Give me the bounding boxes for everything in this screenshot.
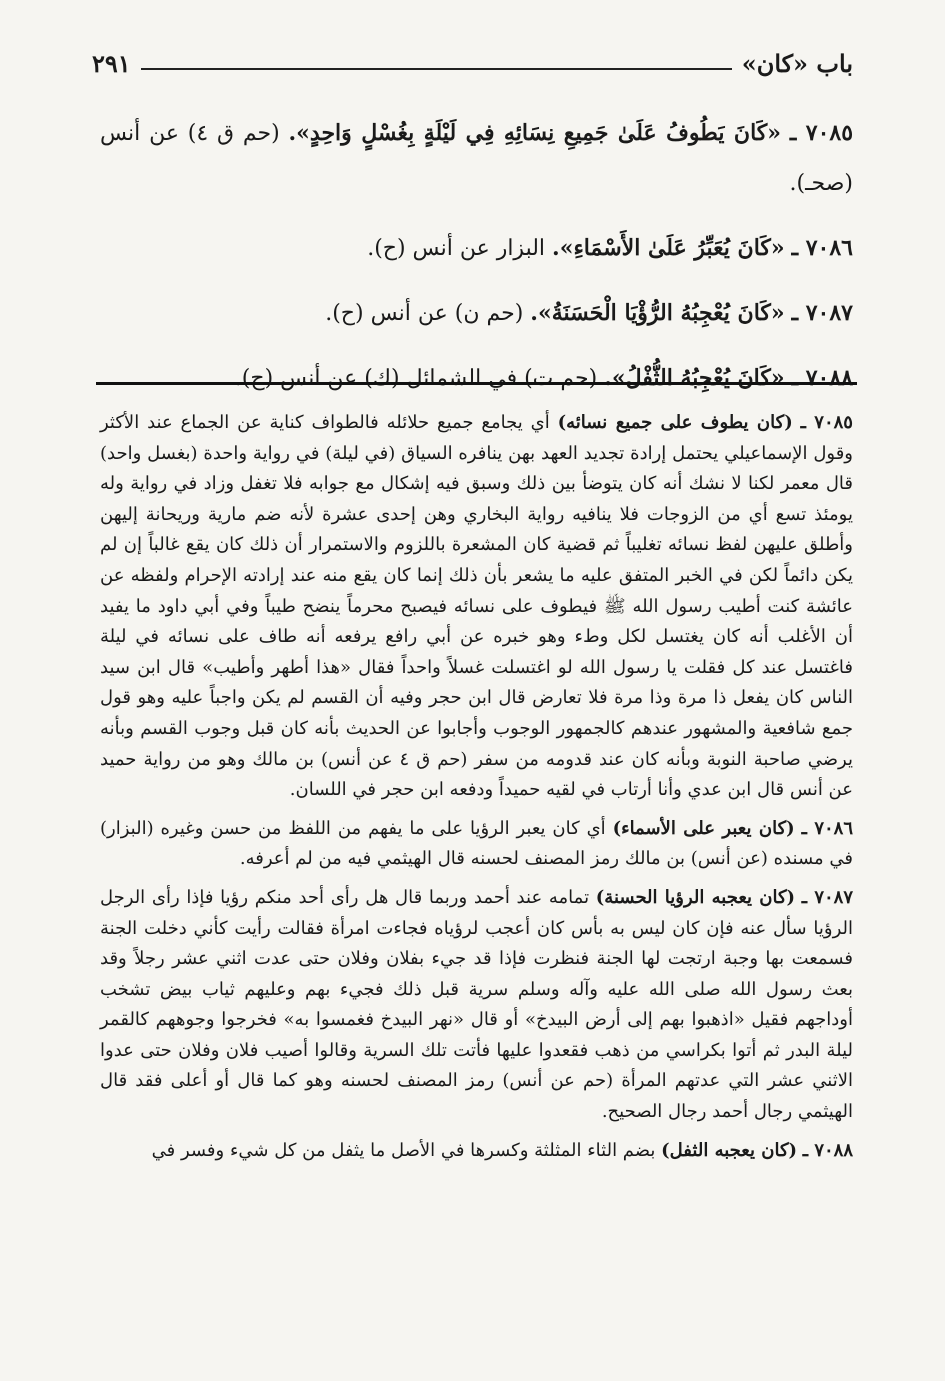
- note-body: بضم الثاء المثلثة وكسرها في الأصل ما يثفل من كل شيء وفسر في: [151, 1139, 656, 1161]
- commentary-note: [100, 1136, 853, 1167]
- page-header: [92, 38, 853, 78]
- commentary-note: [100, 883, 853, 1128]
- hadith-source: البزار عن أنس (ح).: [367, 236, 546, 261]
- note-lead: (كان يعبر على الأسماء): [612, 817, 795, 839]
- section-divider: [96, 382, 857, 385]
- commentary-note: [100, 814, 853, 875]
- hadith-item: [100, 353, 853, 404]
- hadith-number: ٧٠٨٨ ـ: [791, 365, 853, 391]
- commentary-note: [100, 408, 853, 806]
- note-lead: (كان يطوف على جميع نسائه): [557, 412, 793, 433]
- note-number: ٧٠٨٦ ـ: [801, 817, 853, 839]
- hadith-number: ٧٠٨٧ ـ: [791, 300, 853, 326]
- note-body: أي يجامع جميع حلائله فالطواف كناية عن الجماع عند الأكثر وقول الإسماعيلي يحتمل إرادة تجديد العهد بهن ينافره السياق (في ليلة) في رواية واحدة (بغسل واحد) قال معمر لكنا لا نشك أنه كان يتوضأ بين ذلك وسبق فيه إشكال مع جوابه فلا تغفل وزاد في رواية وله يومئذ تسع أي من الزوجات فلا ينافيه رواية البخاري وهن إحدى عشرة لأنه ضم مارية وريحانة إليهن وأطلق عليهن لفظ نسائه تغليباً ثم قضية كان المشعرة باللزوم والاستمرار أن ذلك كان يقع غالباً إن لم يكن دائماً لكن في الخبر المتفق عليه ما يشعر بأن ذلك إنما كان يقع منه عند إرادته الإحرام ولفظه عن عائشة كنت أطيب رسول الله ﷺ فيطوف على نسائه فيصبح محرماً ينضح طيباً وفي أبي داود ما يفيد أن الأغلب أنه كان يغتسل لكل وطء وهو خبره عن أبي رافع يرفعه أنه طاف على نسائه في ليلة فاغتسل عند كل فقلت يا رسول الله لو اغتسلت غسلاً واحداً فقال «هذا أطهر وأطيب» قال ابن سيد الناس كان يفعل ذا مرة وذا مرة فلا تعارض قال ابن حجر وفيه أن القسم لم يكن واجباً عليه وهو قول جمع شافعية والمشهور عندهم كالجمهور الوجوب وأجابوا عن الحديث بأنه كان قبل وجوب القسم وبأنه يرضي صاحبة النوبة وبأنه كان عند قدومه من سفر (حم ق ٤ عن أنس) بن مالك وهو من رواية حميد عن أنس قال ابن عدي وأنا أرتاب في لقيه حميداً ودفعه ابن حجر في اللسان.: [100, 412, 853, 801]
- note-body: أي كان يعبر الرؤيا على ما يفهم من اللفظ من حسن وغيره (البزار) في مسنده (عن أنس) بن مالك رمز المصنف لحسنه قال الهيثمي فيه من لم أعرفه.: [100, 817, 853, 870]
- hadith-item: [100, 288, 853, 339]
- note-number: ٧٠٨٧ ـ: [801, 886, 853, 908]
- commentary-section: [100, 408, 853, 1174]
- note-lead: (كان يعجبه الثفل): [661, 1139, 798, 1161]
- note-body: تمامه عند أحمد وربما قال هل رأى أحد منكم رؤيا فإذا رأى الرجل الرؤيا سأل عنه فإن كان ليس به بأس كان أعجب لرؤياه فجاءت امرأة فقالت رأيت كأني دخلت الجنة فسمعت بها وجبة ارتجت لها الجنة فنظرت فإذا قد جيء بفلان وفلان حتى عدت اثني عشر رجلاً وقد بعث رسول الله صلى الله عليه وآله وسلم سرية قبل ذلك فجيء بهم وعليهم ثياب بيض تشخب أوداجهم فقيل «اذهبوا بهم إلى أرض البيدخ» أو قال «نهر البيدخ فغمسوا به» فخرجوا وجوههم كالقمر ليلة البدر ثم أتوا بكراسي من ذهب فقعدوا عليها فأتت تلك السرية وقالوا أصيب فلان وفلان حتى عدوا الاثني عشر التي عدتهم المرأة (حم عن أنس) رمز المصنف لحسنه وهو كما قال أو أعلى فقد قال الهيثمي رجال أحمد رجال الصحيح.: [100, 886, 853, 1123]
- hadith-item: [100, 223, 853, 274]
- hadith-source: (حم ق ٤) عن أنس (صحـ).: [100, 121, 853, 196]
- hadith-text: «كَانَ يُعْجِبُهُ الرُّؤْيَا الْحَسَنَةُ».: [530, 300, 785, 326]
- chapter-title: باب «كان»: [741, 49, 853, 78]
- hadith-source: (حم ت) في الشمائل (ك) عن أنس (ح).: [234, 366, 598, 391]
- header-rule: [141, 68, 732, 70]
- hadith-number: ٧٠٨٦ ـ: [791, 235, 853, 261]
- hadith-number: ٧٠٨٥ ـ: [789, 120, 854, 146]
- hadith-text: «كَانَ يُعَبِّرُ عَلَىٰ الأَسْمَاءِ».: [552, 235, 785, 261]
- page-number: ٢٩١: [92, 49, 131, 78]
- hadith-source: (حم ن) عن أنس (ح).: [325, 301, 524, 326]
- note-lead: (كان يعجبه الرؤيا الحسنة): [595, 886, 796, 908]
- note-number: ٧٠٨٨ ـ: [802, 1139, 853, 1161]
- hadith-list: [100, 108, 853, 418]
- note-number: ٧٠٨٥ ـ: [800, 412, 853, 433]
- hadith-item: [100, 108, 853, 209]
- hadith-text: «كَانَ يَطُوفُ عَلَىٰ جَمِيعِ نِسَائِهِ فِي لَيْلَةٍ بِغُسْلٍ وَاحِدٍ».: [288, 120, 782, 146]
- hadith-text: «كَانَ يُعْجِبُهُ الثُّفْلُ».: [604, 365, 785, 391]
